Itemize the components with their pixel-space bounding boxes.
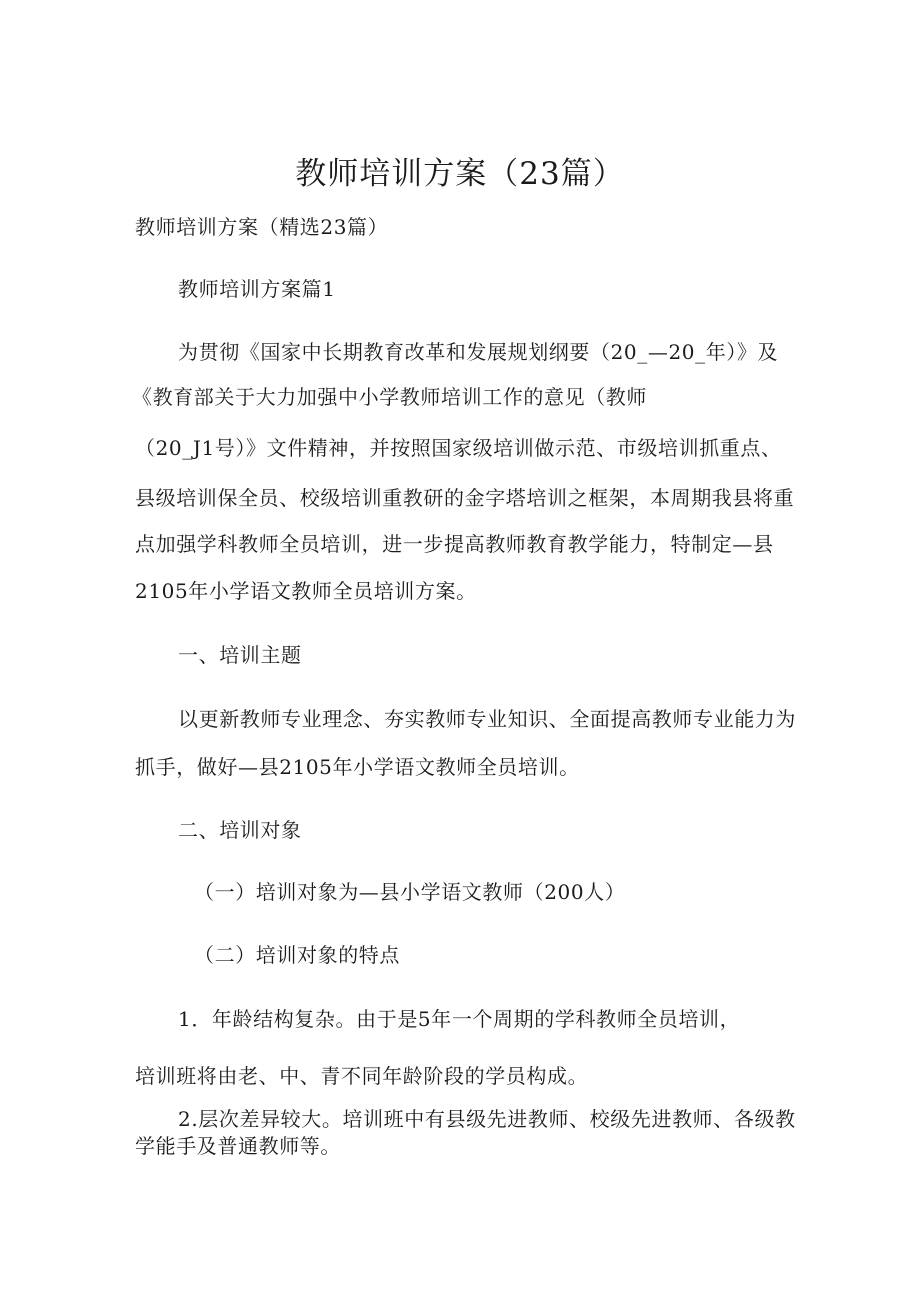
- intro-line: 2105年小学语文教师全员培训方案。: [135, 579, 477, 603]
- document-subtitle: 教师培训方案（精选23篇）: [135, 215, 389, 239]
- part1-line: 抓手，做好—县2105年小学语文教师全员培训。: [135, 755, 580, 779]
- part1-line: 以更新教师专业理念、夯实教师专业知识、全面提高教师专业能力为: [178, 707, 796, 731]
- part1-heading: 一、培训主题: [178, 643, 302, 667]
- intro-line: 县级培训保全员、校级培训重教研的金字塔培训之框架，本周期我县将重: [135, 486, 795, 510]
- part2-item: （二）培训对象的特点: [194, 943, 400, 967]
- point2-line: 学能手及普通教师等。: [135, 1134, 341, 1158]
- section-heading: 教师培训方案篇1: [178, 277, 336, 301]
- intro-line: 为贯彻《国家中长期教育改革和发展规划纲要（20_—20_年）》及: [178, 340, 779, 364]
- document-title: 教师培训方案（23篇）: [295, 156, 625, 192]
- intro-line: 点加强学科教师全员培训，进一步提高教师教育教学能力，特制定—县: [135, 532, 774, 556]
- part2-item: （一）培训对象为—县小学语文教师（200人）: [194, 880, 626, 904]
- point1-line: 1．年龄结构复杂。由于是5年一个周期的学科教师全员培训，: [178, 1007, 741, 1031]
- intro-line: 《教育部关于大力加强中小学教师培训工作的意见（教师: [132, 385, 647, 409]
- point1-line: 培训班将由老、中、青不同年龄阶段的学员构成。: [135, 1064, 589, 1088]
- part2-heading: 二、培训对象: [178, 818, 302, 842]
- intro-line: （20_J1号）》文件精神，并按照国家级培训做示范、市级培训抓重点、: [135, 436, 782, 460]
- point2-line: 2.层次差异较大。培训班中有县级先进教师、校级先进教师、各级教: [178, 1107, 796, 1131]
